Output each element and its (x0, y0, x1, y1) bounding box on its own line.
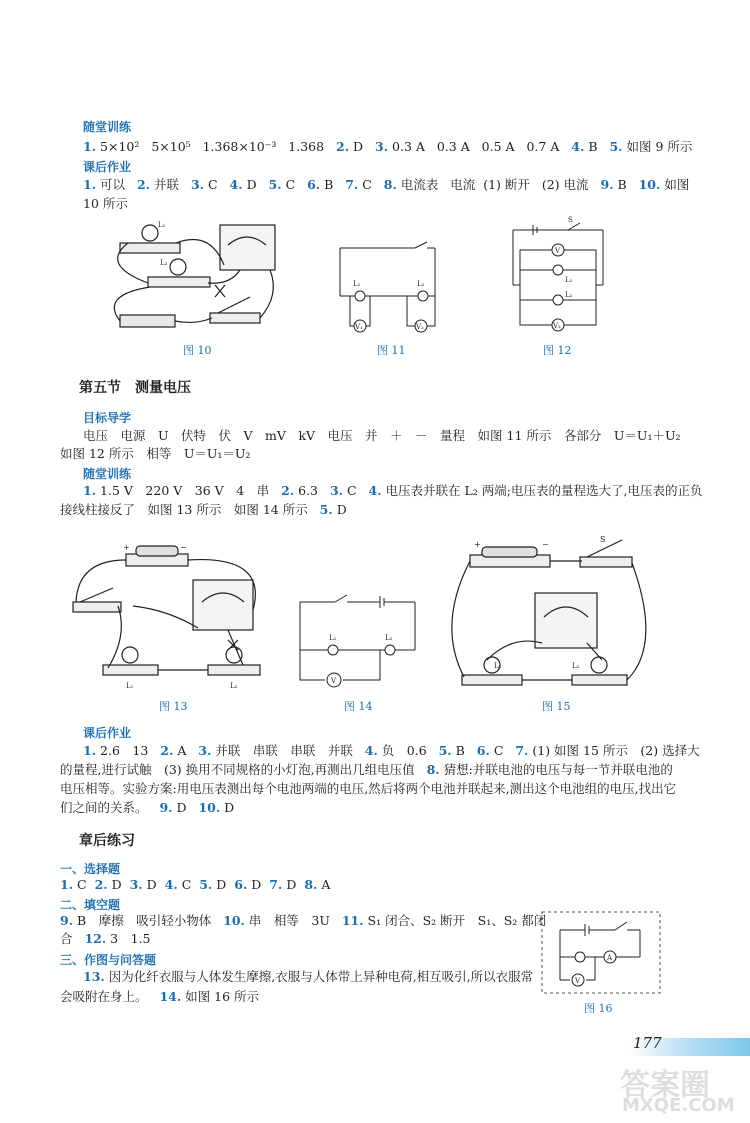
figure-13 (68, 540, 268, 690)
choice-answers: 1. C 2. D 3. D 4. C 5. D 6. D 7. D 8. A (60, 877, 331, 892)
svg-text:L₁: L₁ (329, 634, 337, 642)
figure-14-caption: 图 14 (344, 700, 373, 713)
svg-text:A: A (607, 954, 613, 962)
svg-text:L₂: L₂ (385, 634, 393, 642)
bulb-l1-base (120, 243, 180, 253)
practice-heading: 随堂训练 (83, 120, 132, 134)
fig13-bulb-l1 (122, 647, 138, 663)
svg-text:−: − (542, 540, 549, 549)
svg-text:+: + (474, 540, 481, 549)
fill-heading: 二、填空题 (60, 898, 121, 912)
svg-text:V: V (331, 677, 337, 685)
fig13-meter (193, 580, 253, 630)
draw-heading: 三、作图与问答题 (60, 953, 157, 967)
homework2-line1: 1. 2.6 13 2. A 3. 并联 串联 串联 并联 4. 负 0.6 5. B 6. C 7. (1) 如图 15 所示 (2) 选择大 (83, 743, 700, 758)
homework2-line3: 电压相等。实验方案:用电压表测出每个电池两端的电压,然后将两个电池并联起来,测出这个电池组的电压,找出它 (60, 781, 677, 796)
svg-text:L₁: L₁ (494, 662, 502, 670)
homework-answers-line2: 10 所示 (83, 196, 128, 211)
fig12-lamp-l1 (553, 265, 563, 275)
practice2-heading: 随堂训练 (83, 467, 132, 481)
fig11-lamp-l2 (418, 291, 428, 301)
fig12-switch (568, 223, 580, 230)
battery (120, 315, 175, 327)
homework2-line2: 的量程,进行试触 (3) 换用不同规格的小灯泡,再测出几组电压值 8. 猜想:并联电池的电压与每一节并联电池的 (60, 762, 673, 777)
fig11-switch (415, 242, 427, 248)
fig13-bulb-l2-base (208, 665, 260, 675)
figure-10-caption: 图 10 (183, 344, 212, 357)
svg-text:−: − (180, 543, 187, 552)
svg-text:+: + (123, 543, 130, 552)
svg-text:L₂: L₂ (417, 280, 425, 288)
fig13-bulb-l1-base (103, 665, 158, 675)
svg-text:V₁: V₁ (355, 323, 363, 331)
figure-16-caption: 图 16 (584, 1002, 613, 1015)
homework-heading: 课后作业 (83, 160, 132, 174)
figure-10 (100, 215, 290, 340)
fig14-lamp-l1 (328, 645, 338, 655)
fig15-bulb-l2 (591, 657, 607, 673)
practice-answers: 1. 5×10² 5×10⁵ 1.368×10⁻³ 1.368 2. D 3. 0.3 A 0.3 A 0.5 A 0.7 A 4. B 5. 如图 9 所示 (83, 139, 693, 154)
figure-15 (452, 535, 647, 695)
homework2-line4: 们之间的关系。 9. D 10. D (60, 800, 235, 815)
fig15-meter (535, 593, 597, 648)
switch (210, 313, 260, 323)
choice-heading: 一、选择题 (60, 862, 121, 876)
draw-line2: 会吸附在身上。 14. 如图 16 所示 (60, 989, 260, 1004)
figure-16 (540, 910, 662, 995)
figure-13-caption: 图 13 (159, 700, 188, 713)
fig15-battery (482, 547, 537, 557)
figure-12-caption: 图 12 (543, 344, 572, 357)
fig15-bulb-l1-base (462, 675, 522, 685)
svg-text:L₂: L₂ (565, 291, 573, 299)
bulb-l2 (170, 259, 186, 275)
figure-15-caption: 图 15 (542, 700, 571, 713)
svg-text:V: V (555, 247, 561, 255)
figure-14 (295, 590, 420, 690)
draw-line1: 13. 因为化纤衣服与人体发生摩擦,衣服与人体带上异种电荷,相互吸引,所以衣服常 (83, 969, 534, 984)
fig12-lamp-l2 (553, 295, 563, 305)
bulb-l1 (142, 225, 158, 241)
homework-answers-line1: 1. 可以 2. 并联 3. C 4. D 5. C 6. B 7. C 8. 电流表 电流 (1) 断开 (2) 电流 9. B 10. 如图 (83, 177, 690, 192)
figure-11-caption: 图 11 (377, 344, 406, 357)
watermark-url: MXQE.COM (622, 1095, 735, 1116)
svg-text:V₂: V₂ (416, 323, 424, 331)
fig15-switch (580, 557, 632, 567)
fig10-l1-label: L₁ (158, 221, 166, 229)
practice2-line1: 1. 1.5 V 220 V 36 V 4 串 2. 6.3 3. C 4. 电压表并联在 L₂ 两端;电压表的量程选大了,电压表的正负 (83, 483, 703, 498)
watermark-logo: 答案圈 (620, 1068, 710, 1103)
svg-text:L₁: L₁ (353, 280, 361, 288)
svg-text:L₁: L₁ (126, 682, 134, 690)
fig16-lamp (575, 952, 585, 962)
fig11-lamp-l1 (355, 291, 365, 301)
svg-text:V: V (575, 977, 581, 985)
svg-text:L₂: L₂ (572, 662, 580, 670)
figure-12 (508, 215, 608, 337)
goal-line2: 如图 12 所示 相等 U＝U₁＝U₂ (60, 446, 251, 461)
fig15-bulb-l2-base (572, 675, 627, 685)
figure-11 (335, 238, 440, 338)
fill-line1: 9. B 摩擦 吸引轻小物体 10. 串 相等 3U 11. S₁ 闭合、S₂ 断开 S₁、S₂ 都闭 (60, 913, 547, 928)
fill-line2: 合 12. 3 1.5 (60, 931, 151, 946)
svg-text:L₂: L₂ (230, 682, 238, 690)
section-title-chapter-review: 章后练习 (79, 833, 135, 849)
section-title-voltage: 第五节 测量电压 (79, 380, 191, 396)
fig10-l2-label: L₂ (160, 259, 168, 267)
svg-text:V₂: V₂ (553, 322, 561, 330)
goal-line1: 电压 电源 U 伏特 伏 V mV kV 电压 并 ＋ － 量程 如图 11 所示 各部分 U＝U₁＋U₂ (83, 428, 681, 443)
fig16-switch (615, 922, 627, 930)
meter (220, 225, 275, 270)
fig14-lamp-l2 (385, 645, 395, 655)
fig13-switch (73, 602, 121, 612)
svg-text:S: S (600, 535, 606, 544)
svg-text:L₁: L₁ (565, 276, 573, 284)
fig13-battery (136, 546, 178, 556)
homework2-heading: 课后作业 (83, 726, 132, 740)
bulb-l2-base (148, 277, 210, 287)
svg-text:S: S (568, 216, 573, 224)
fig14-switch (335, 595, 347, 602)
page-number: 177 (633, 1034, 662, 1052)
goal-heading: 目标导学 (83, 411, 132, 425)
practice2-line2: 接线柱接反了 如图 13 所示 如图 14 所示 5. D (60, 502, 347, 517)
